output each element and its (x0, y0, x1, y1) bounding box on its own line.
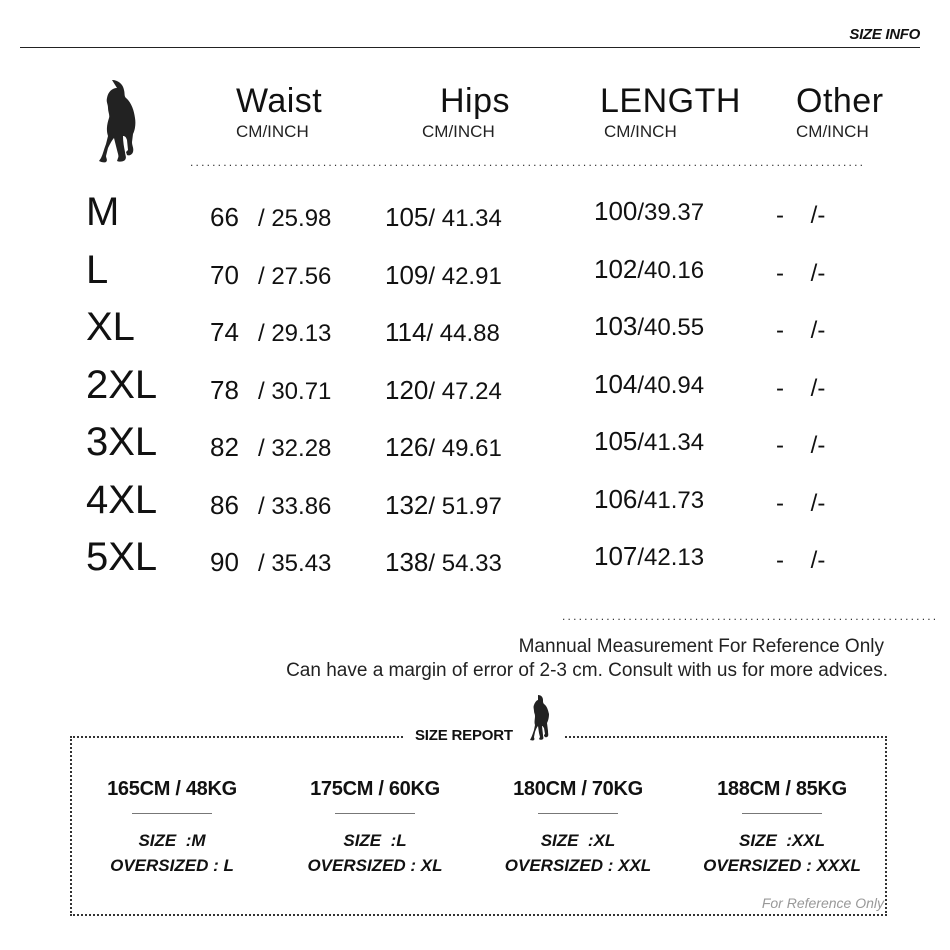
size-report-item (280, 778, 470, 878)
hips-cm: 109 (385, 259, 429, 290)
hips-cell (385, 432, 502, 463)
item-divider (742, 813, 822, 814)
hips-cm: 126 (385, 432, 429, 462)
length-cell (594, 369, 704, 400)
hips-cm: 120 (385, 374, 429, 405)
recommended-size: SIZE :M (138, 831, 206, 850)
length-cm: 104 (594, 368, 638, 399)
table-row (0, 248, 950, 306)
waist-cell (210, 547, 331, 578)
oversized-size: OVERSIZED : XXXL (703, 856, 861, 875)
dotted-divider: .................................................................... (562, 609, 939, 623)
size-label: 5XL (86, 535, 158, 579)
hips-inch: / 54.33 (428, 550, 502, 577)
length-cm: 106 (594, 483, 638, 514)
dotted-divider: .......................................................................................................................... (190, 155, 866, 169)
header-divider (20, 47, 920, 48)
waist-inch: / 35.43 (258, 550, 332, 577)
hips-inch: / 49.61 (428, 435, 502, 462)
waist-cell (210, 490, 331, 521)
other-cell: - /- (776, 432, 826, 459)
hips-cell (385, 490, 502, 521)
hips-inch: / 41.34 (428, 205, 502, 232)
size-label: 4XL (86, 477, 158, 522)
column-title: Waist (236, 82, 323, 120)
table-row (0, 535, 950, 593)
column-title: Hips (440, 82, 511, 120)
recommended-size: SIZE :L (343, 831, 407, 850)
hips-cell (385, 375, 502, 406)
report-title: SIZE REPORT (415, 727, 513, 744)
hips-cm: 132 (385, 489, 429, 520)
size-label: L (86, 247, 109, 292)
table-row (0, 363, 950, 421)
waist-cell (210, 375, 331, 406)
height-weight: 188CM / 85KG (717, 778, 847, 800)
waist-cm: 86 (210, 489, 239, 520)
column-title: LENGTH (600, 82, 741, 120)
waist-inch: / 30.71 (258, 377, 332, 405)
height-weight: 175CM / 60KG (310, 778, 440, 800)
length-inch: /41.34 (637, 429, 705, 456)
length-cell (594, 311, 704, 342)
length-cm: 105 (594, 426, 638, 456)
length-cm: 107 (594, 541, 638, 571)
column-header-length (600, 82, 750, 142)
waist-cm: 70 (210, 259, 239, 290)
page-title: SIZE INFO (849, 26, 920, 43)
size-label: 3XL (86, 420, 158, 464)
length-inch: /40.16 (637, 256, 705, 284)
table-row (0, 305, 950, 363)
hips-cm: 138 (385, 547, 429, 577)
size-report-item (687, 778, 877, 878)
waist-cell (210, 260, 331, 291)
item-divider (538, 813, 618, 814)
hips-inch: / 47.24 (428, 377, 502, 405)
waist-cell (210, 202, 331, 233)
length-cm: 103 (594, 311, 638, 341)
size-label: 2XL (86, 362, 158, 407)
hips-cm: 105 (385, 202, 429, 232)
hips-inch: / 44.88 (426, 320, 500, 347)
other-cell: - /- (776, 317, 826, 344)
table-row (0, 478, 950, 536)
recommended-size: SIZE :XL (540, 831, 616, 850)
reference-footnote: For Reference Only (761, 895, 884, 911)
height-weight: 165CM / 48KG (107, 778, 237, 800)
waist-cell (210, 317, 331, 348)
hips-cm: 114 (385, 317, 427, 347)
hips-cell (385, 260, 502, 291)
waist-cell (210, 432, 331, 463)
column-header-hips (422, 82, 572, 142)
oversized-size: OVERSIZED : L (110, 856, 234, 875)
other-cell: - /- (776, 259, 826, 287)
other-cell: - /- (776, 374, 826, 402)
column-unit: CM/INCH (422, 122, 495, 141)
waist-cm: 82 (210, 432, 239, 462)
item-divider (335, 813, 415, 814)
length-inch: /40.55 (637, 314, 705, 341)
note-line-1: Mannual Measurement For Reference Only (518, 636, 884, 657)
column-title: Other (796, 82, 884, 120)
oversized-size: OVERSIZED : XXL (504, 856, 652, 875)
size-label: XL (86, 305, 135, 349)
hips-cell (385, 202, 502, 233)
other-cell: - /- (776, 489, 826, 517)
waist-inch: / 27.56 (258, 262, 332, 290)
waist-inch: / 32.28 (258, 435, 332, 462)
waist-cm: 78 (210, 374, 239, 405)
length-cell (594, 426, 704, 457)
hips-inch: / 51.97 (428, 492, 502, 520)
length-inch: /42.13 (637, 544, 705, 571)
size-report-item (483, 778, 673, 878)
waist-cm: 90 (210, 547, 239, 577)
item-divider (132, 813, 212, 814)
note-line-2: Can have a margin of error of 2-3 cm. Consult with us for more advices. (286, 660, 888, 681)
hips-inch: / 42.91 (428, 262, 502, 290)
column-unit: CM/INCH (796, 122, 869, 141)
length-cell (594, 254, 704, 285)
waist-inch: / 29.13 (258, 320, 332, 347)
length-inch: /39.37 (637, 199, 705, 226)
column-header-waist (236, 82, 386, 142)
length-cell (594, 196, 704, 227)
waist-cm: 66 (210, 202, 239, 232)
column-unit: CM/INCH (236, 122, 309, 141)
oversized-size: OVERSIZED : XL (307, 856, 443, 875)
table-row (0, 420, 950, 478)
hips-cell (385, 317, 500, 348)
length-inch: /41.73 (637, 486, 705, 514)
height-weight: 180CM / 70KG (513, 778, 643, 800)
ape-silhouette-icon (90, 78, 140, 164)
column-unit: CM/INCH (604, 122, 677, 141)
size-report-item (77, 778, 267, 878)
table-row (0, 190, 950, 248)
length-cell (594, 541, 704, 572)
column-header-other (796, 82, 946, 142)
length-inch: /40.94 (637, 371, 705, 399)
ape-silhouette-icon (528, 694, 550, 744)
other-cell: - /- (776, 547, 826, 574)
length-cm: 100 (594, 196, 638, 226)
length-cm: 102 (594, 253, 638, 284)
waist-inch: / 25.98 (258, 205, 332, 232)
other-cell: - /- (776, 202, 826, 229)
hips-cell (385, 547, 502, 578)
recommended-size: SIZE :XXL (739, 831, 825, 850)
waist-cm: 74 (210, 317, 239, 347)
length-cell (594, 484, 704, 515)
size-label: M (86, 190, 120, 234)
waist-inch: / 33.86 (258, 492, 332, 520)
